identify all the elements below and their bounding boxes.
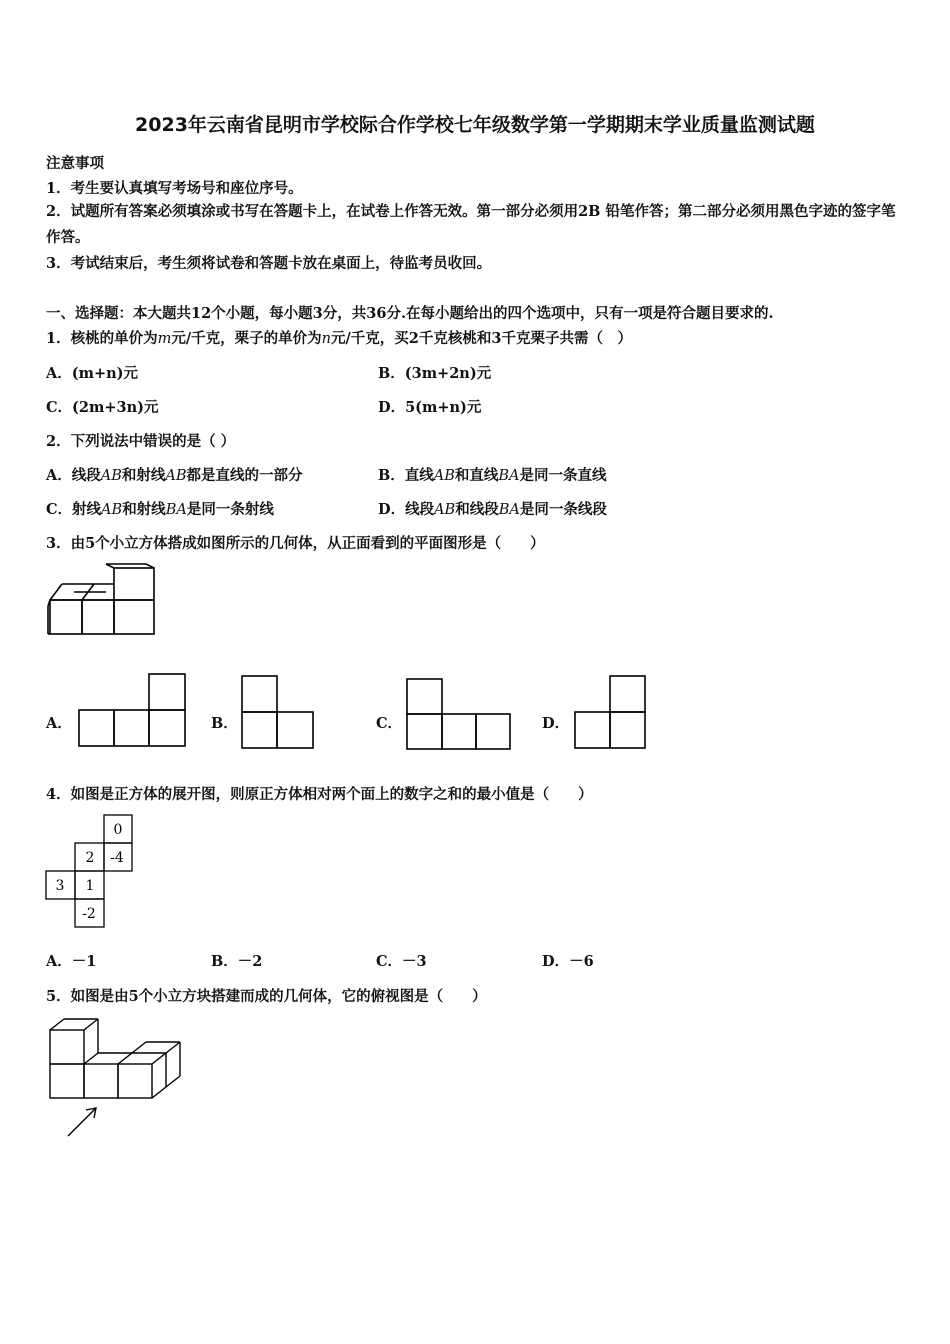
q5-solid-figure (44, 1016, 188, 1140)
q3-option-d-label: D． (542, 715, 570, 732)
q3-option-d-figure (574, 675, 650, 751)
q3-option-c-figure (406, 678, 514, 752)
q4-option-b: B．－2 (211, 953, 263, 970)
question-4-stem: 4．如图是正方体的展开图，则原正方体相对两个面上的数字之和的最小值是（ ） (46, 786, 593, 803)
net-cell-minus-2: -2 (82, 906, 96, 922)
q3-solid-figure (46, 562, 162, 638)
q4-cube-net (44, 813, 136, 929)
page-title: 2023年云南省昆明市学校际合作学校七年级数学第一学期期末学业质量监测试题 (135, 114, 815, 136)
question-3-stem: 3．由5个小立方体搭成如图所示的几何体，从正面看到的平面图形是（ ） (46, 535, 545, 552)
question-5-stem: 5．如图是由5个小立方块搭建而成的几何体，它的俯视图是（ ） (46, 988, 487, 1005)
q1-option-d: D．5(m+n)元 (378, 399, 482, 416)
q3-option-a-figure (78, 673, 188, 749)
notice-item-1: 1．考生要认真填写考场号和座位序号。 (46, 180, 303, 197)
net-cell-1: 1 (85, 878, 95, 894)
q1-option-b: B．(3m+2n)元 (378, 365, 492, 382)
q3-option-c-label: C． (376, 715, 403, 732)
notice-heading: 注意事项 (46, 155, 104, 172)
q2-option-d: D．线段AB和线段BA是同一条线段 (378, 501, 607, 518)
question-1-stem: 1．核桃的单价为m元/千克，栗子的单价为n元/千克，买2千克核桃和3千克栗子共需（ ） (46, 330, 632, 347)
notice-item-3: 3．考试结束后，考生须将试卷和答题卡放在桌面上，待监考员收回。 (46, 255, 492, 272)
q2-option-b: B．直线AB和直线BA是同一条直线 (378, 467, 607, 484)
q3-option-b-figure (241, 675, 317, 751)
net-cell-2: 2 (85, 850, 95, 866)
question-2-stem: 2．下列说法中错误的是（ ） (46, 433, 236, 450)
q4-option-d: D．－6 (542, 953, 594, 970)
notice-item-2: 2．试题所有答案必须填涂或书写在答题卡上，在试卷上作答无效。第一部分必须用2B 铅笔作答；第二部分必须用黑色字迹的签字笔作答。 (46, 203, 896, 246)
q4-option-a: A．－1 (46, 953, 97, 970)
q1-option-a: A．(m+n)元 (46, 365, 139, 382)
q4-option-c: C．－3 (376, 953, 427, 970)
q3-option-a-label: A． (46, 715, 72, 732)
net-cell-3: 3 (55, 878, 65, 894)
net-cell-minus-4: -4 (110, 850, 124, 866)
section-heading: 一、选择题：本大题共12个小题，每小题3分，共36分.在每小题给出的四个选项中，只有一项是符合题目要求的. (46, 305, 774, 322)
q3-option-b-label: B． (211, 715, 238, 732)
q1-option-c: C．(2m+3n)元 (46, 399, 159, 416)
q2-option-c: C．射线AB和射线BA是同一条射线 (46, 501, 274, 518)
net-cell-0: 0 (113, 822, 123, 838)
q2-option-a: A．线段AB和射线AB都是直线的一部分 (46, 467, 303, 484)
